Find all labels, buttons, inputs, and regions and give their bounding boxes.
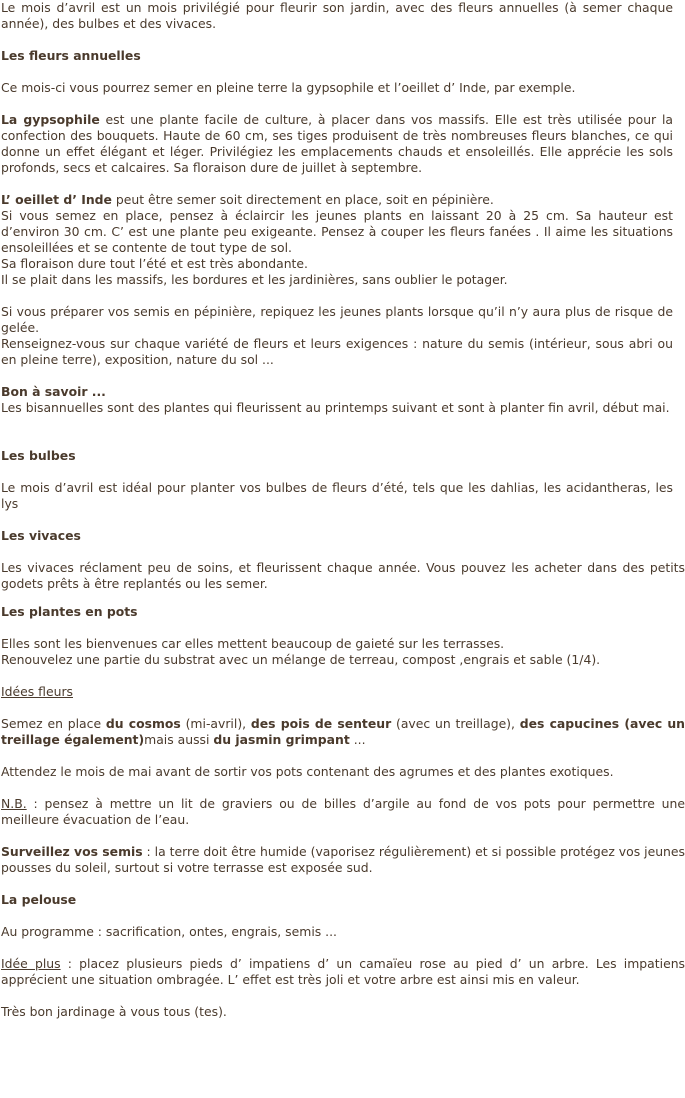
- surveillez-label: Surveillez vos semis: [1, 844, 143, 859]
- gypsophile-name: La gypsophile: [1, 112, 100, 127]
- semez-pois-de-senteur: des pois de senteur: [250, 716, 392, 731]
- intro-paragraph: Le mois d’avril est un mois privilégié pour fleurir son jardin, avec des fleurs annuelles (à semer chaque année), des bulbes et des vivaces.: [1, 0, 673, 31]
- closing-line: Très bon jardinage à vous tous (tes).: [1, 1004, 227, 1019]
- pepiniere-line2: Renseignez-vous sur chaque variété de fleurs et leurs exigences : nature du semis (intérieur, sous abri ou en pleine terre), exposition, nature du sol ...: [1, 336, 673, 367]
- idee-plus-paragraph: [1, 956, 685, 988]
- nb-label: N.B.: [1, 796, 27, 811]
- pepiniere-line1: Si vous préparer vos semis en pépinière, repiquez les jeunes plants lorsque qu’il n’y aura plus de risque de gelée.: [1, 304, 673, 335]
- semez-text-2: (mi-avril),: [180, 716, 251, 731]
- oeillet-name: L’ oeillet d’ Inde: [1, 192, 112, 207]
- heading-annuelles: Les fleurs annuelles: [1, 48, 141, 63]
- semez-text-5: ...: [349, 732, 366, 747]
- oeillet-line1: peut être semer soit directement en place, soit en pépinière.: [111, 192, 494, 207]
- semez-text-4: mais aussi: [144, 732, 214, 747]
- oeillet-line2: Si vous semez en place, pensez à éclaircir les jeunes plants en laissant 20 à 25 cm. Sa hauteur est d’environ 30 cm. C’ est une plante peu exigeante. Pensez à couper les fleurs fanées . Il aime les situations ensoleillées et se contente de tout type de sol.: [1, 208, 673, 255]
- idees-fleurs-row: [1, 684, 685, 700]
- oeillet-line4: Il se plait dans les massifs, les bordures et les jardinières, sans oublier le potager.: [1, 272, 508, 287]
- semez-text-3: (avec un treillage),: [391, 716, 520, 731]
- idee-plus-text: : placez plusieurs pieds d’ impatiens d’ un camaïeu rose au pied d’ un arbre. Les impatiens apprécient une situation ombragée. L’ effet est très joli et votre arbre est ainsi mis en valeur.: [1, 956, 685, 987]
- oeillet-line3: Sa floraison dure tout l’été et est très abondante.: [1, 256, 308, 271]
- surveillez-paragraph: [1, 844, 685, 876]
- semez-jasmin: du jasmin grimpant: [213, 732, 350, 747]
- gypsophile-paragraph: [1, 112, 673, 176]
- semez-capucines: des capucines (avec un treillage également): [1, 716, 685, 747]
- oeillet-paragraph: [1, 192, 673, 288]
- nb-text: : pensez à mettre un lit de graviers ou de billes d’argile au fond de vos pots pour permettre une meilleure évacuation de l’eau.: [1, 796, 685, 827]
- heading-vivaces: Les vivaces: [1, 528, 81, 543]
- idees-fleurs-label: Idées fleurs: [1, 684, 73, 699]
- heading-pots: Les plantes en pots: [1, 604, 138, 619]
- vivaces-text: Les vivaces réclament peu de soins, et fleurissent chaque année. Vous pouvez les acheter dans des petits godets prêts à être replantés ou les semer.: [1, 560, 685, 591]
- gypsophile-text: est une plante facile de culture, à placer dans vos massifs. Elle est très utilisée pour la confection des bouquets. Haute de 60 cm, ses tiges produisent de très nombreuses fleurs blanches, ce qui donne un effet élégant et léger. Privilégiez les emplacements chauds et ensoleillés. Elle apprécie les sols profonds, secs et calcaires. Sa floraison dure de juillet à septembre.: [1, 112, 673, 175]
- pots-line1: Elles sont les bienvenues car elles mettent beaucoup de gaieté sur les terrasses.: [1, 636, 505, 651]
- pots-line2: Renouvelez une partie du substrat avec un mélange de terreau, compost ,engrais et sable (1/4).: [1, 652, 601, 667]
- annuelles-intro: Ce mois-ci vous pourrez semer en pleine terre la gypsophile et l’oeillet d’ Inde, par exemple.: [1, 80, 576, 95]
- bon-a-savoir-label: Bon à savoir ...: [1, 384, 106, 399]
- attendez-paragraph: Attendez le mois de mai avant de sortir vos pots contenant des agrumes et des plantes exotiques.: [1, 764, 614, 779]
- semez-cosmos: du cosmos: [105, 716, 181, 731]
- bon-a-savoir-paragraph: [1, 384, 673, 416]
- idee-plus-label: Idée plus: [1, 956, 61, 971]
- pepiniere-paragraph: [1, 304, 673, 368]
- pelouse-text: Au programme : sacrification, ontes, engrais, semis ...: [1, 924, 337, 939]
- bulbes-text: Le mois d’avril est idéal pour planter vos bulbes de fleurs d’été, tels que les dahlias, les acidantheras, les lys: [1, 480, 673, 511]
- heading-bulbes: Les bulbes: [1, 448, 76, 463]
- semez-text-1: Semez en place: [1, 716, 106, 731]
- pots-paragraph: [1, 636, 685, 668]
- semez-paragraph: [1, 716, 685, 748]
- surveillez-text: : la terre doit être humide (vaporisez régulièrement) et si possible protégez vos jeunes pousses du soleil, surtout si votre terrasse est exposée sud.: [1, 844, 685, 875]
- heading-pelouse: La pelouse: [1, 892, 77, 907]
- nb-paragraph: [1, 796, 685, 828]
- bon-a-savoir-text: Les bisannuelles sont des plantes qui fleurissent au printemps suivant et sont à planter fin avril, début mai.: [1, 400, 670, 415]
